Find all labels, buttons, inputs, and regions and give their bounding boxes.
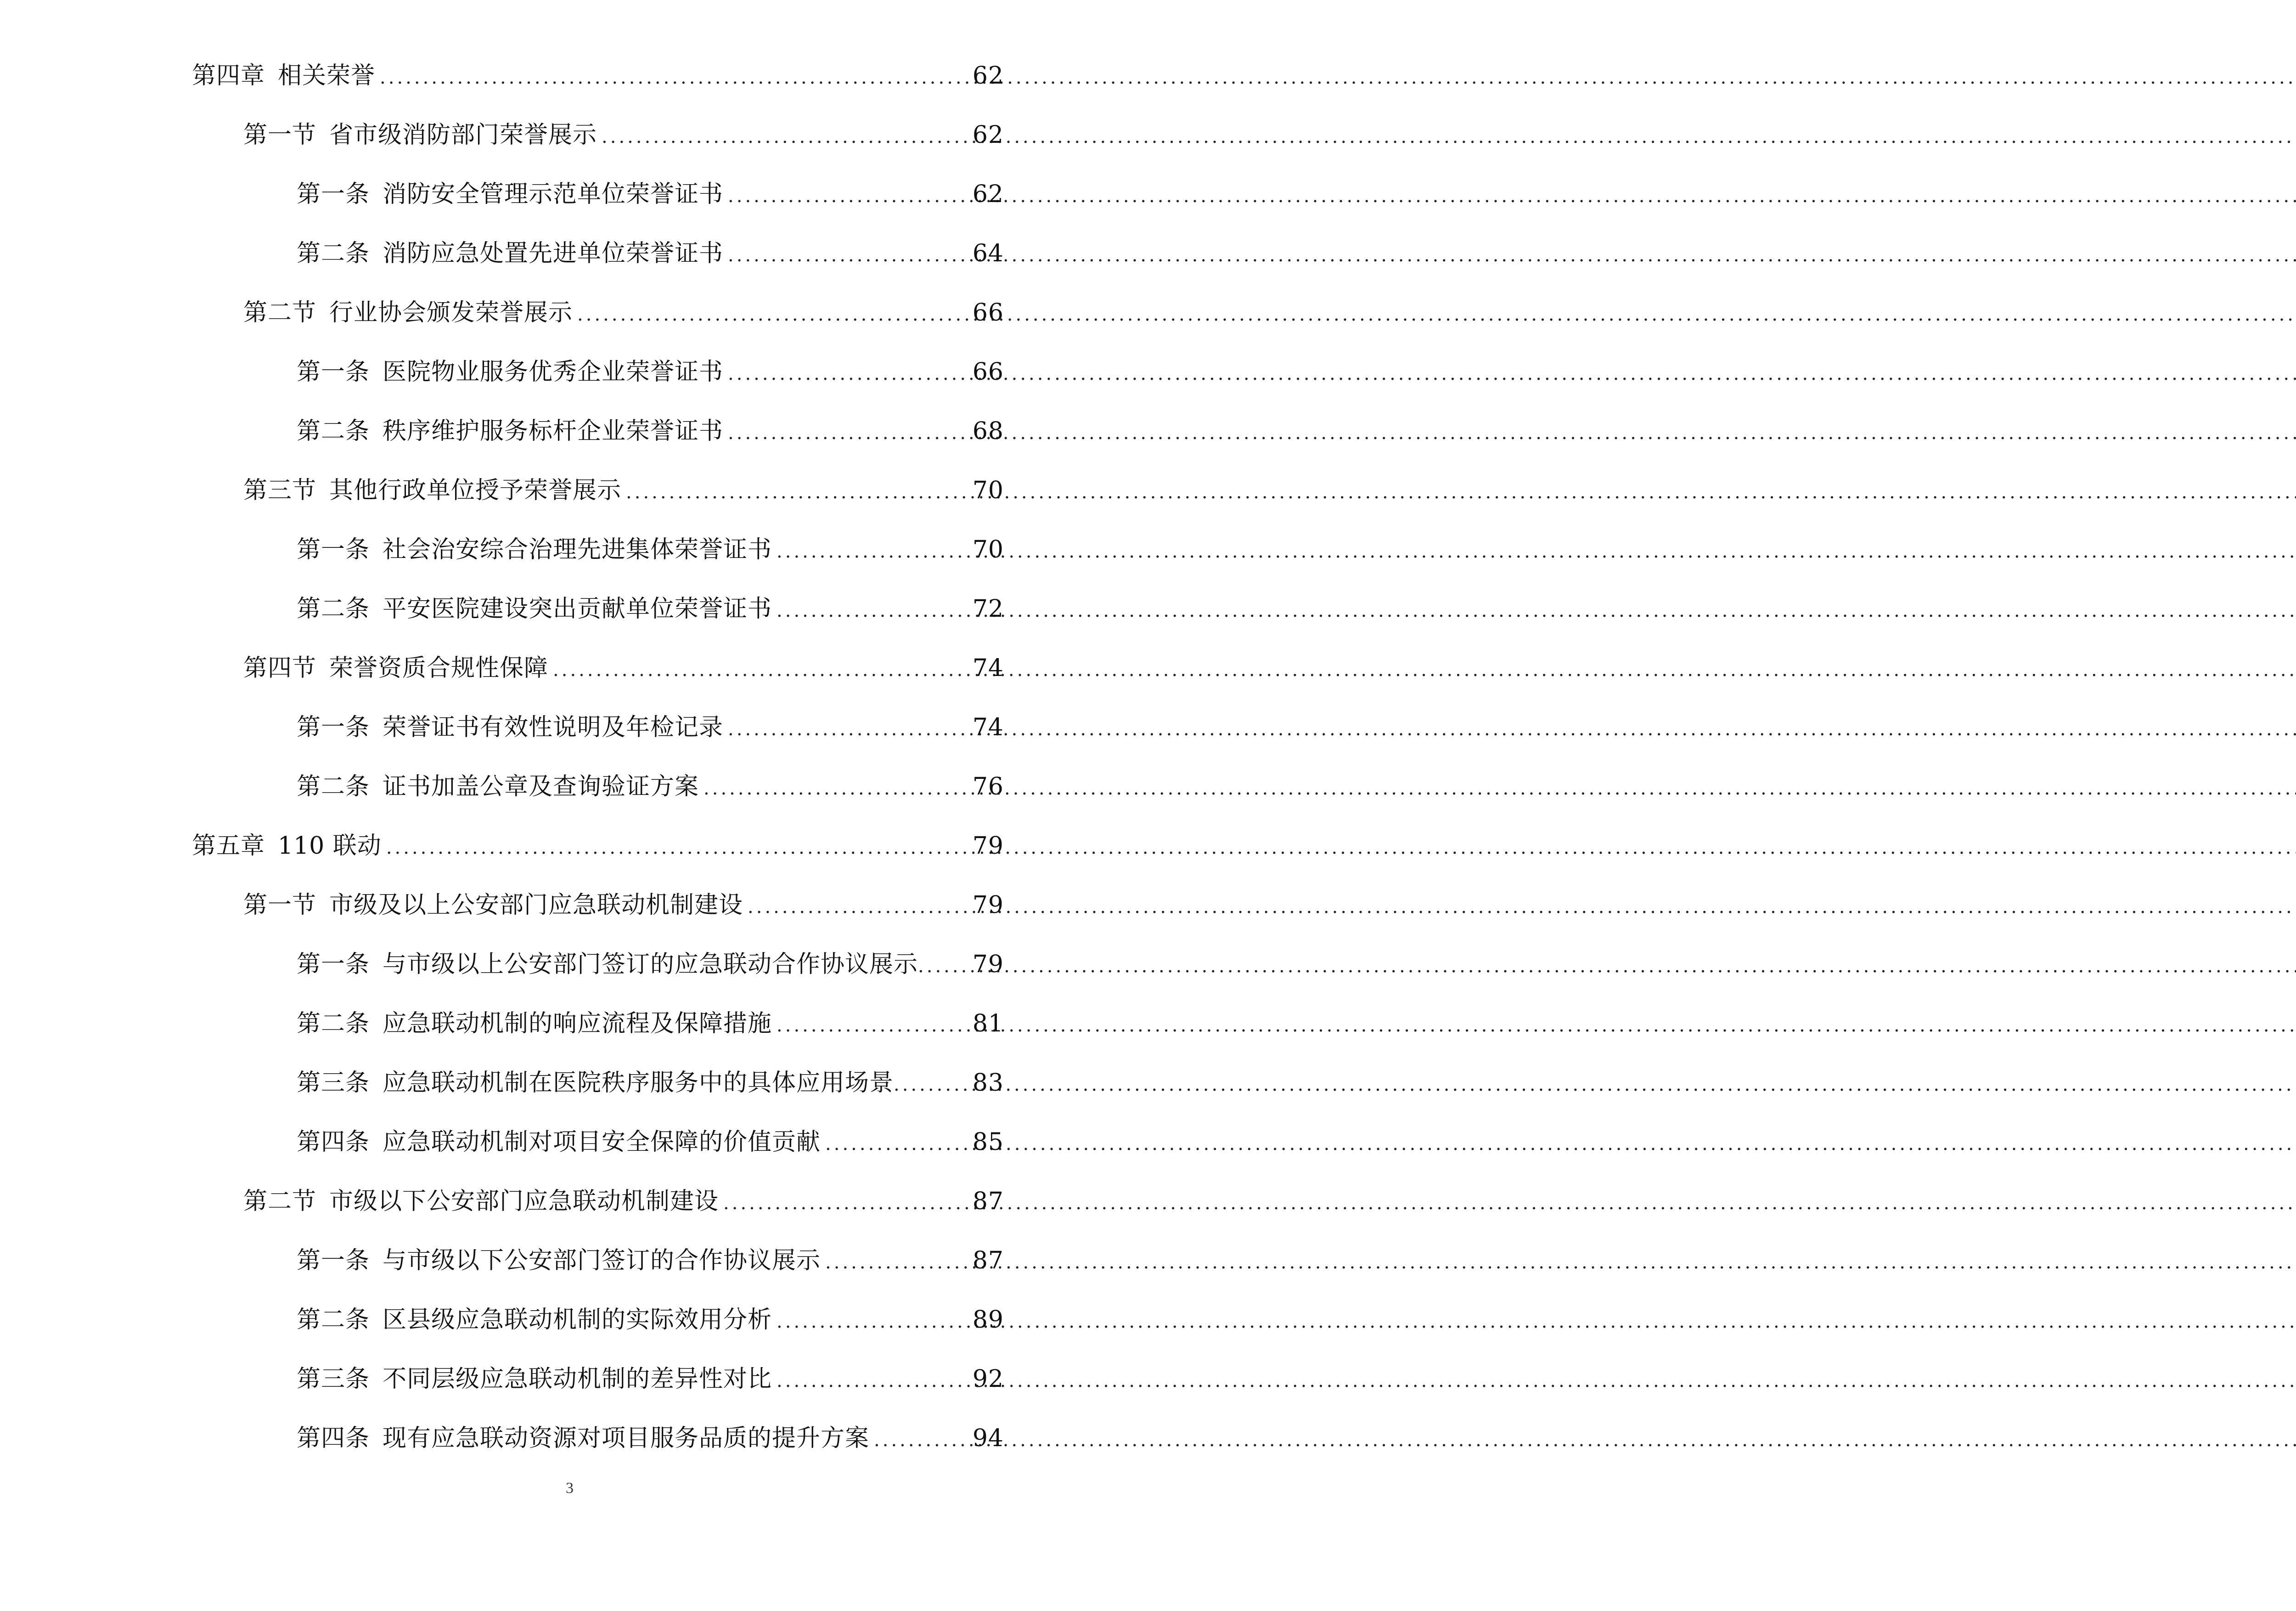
toc-entry-article[interactable]: [297, 1126, 1004, 1158]
dot-leader: [777, 1009, 968, 1042]
toc-entry-page: 83: [972, 1069, 1004, 1097]
toc-entry-section[interactable]: [243, 474, 1004, 507]
toc-entry-number: 第一条: [297, 180, 370, 208]
dot-leader: [553, 654, 968, 686]
toc-entry-page: 87: [972, 1247, 1004, 1274]
toc-entry-page: 79: [972, 951, 1004, 978]
toc-entry-page: 79: [972, 891, 1004, 919]
toc-entry-title: 省市级消防部门荣誉展示: [329, 121, 597, 149]
toc-entry-article[interactable]: [297, 711, 1004, 744]
toc-entry-number: 第二节: [243, 1188, 317, 1215]
toc-entry-article[interactable]: [297, 356, 1004, 388]
toc-entry-page: 62: [972, 180, 1004, 208]
toc-entry-chapter[interactable]: [192, 60, 1004, 92]
dot-leader: [874, 1424, 968, 1456]
toc-entry-number: 第二条: [297, 1306, 370, 1334]
toc-entry-number: 第四节: [243, 654, 317, 682]
toc-entry-number: 第一条: [297, 536, 370, 563]
dot-leader: [777, 1306, 968, 1338]
toc-entry-section[interactable]: [243, 889, 1004, 921]
toc-entry-title: 消防安全管理示范单位荣誉证书: [383, 180, 724, 208]
toc-entry-title: 现有应急联动资源对项目服务品质的提升方案: [383, 1425, 870, 1452]
toc-entry-title: 社会治安综合治理先进集体荣誉证书: [383, 536, 772, 563]
toc-entry-title: 市级及以上公安部门应急联动机制建设: [329, 891, 743, 919]
toc-entry-number: 第四章: [192, 62, 265, 90]
toc-entry-page: 85: [972, 1128, 1004, 1156]
toc-entry-page: 81: [972, 1010, 1004, 1037]
toc-entry-title: 相关荣誉: [278, 62, 376, 90]
toc-entry-page: 87: [972, 1188, 1004, 1215]
toc-entry-article[interactable]: [297, 948, 1004, 980]
toc-entry-number: 第一条: [297, 714, 370, 741]
dot-leader: [626, 476, 968, 508]
toc-entry-title: 110 联动: [278, 832, 382, 860]
toc-entry-title: 秩序维护服务标杆企业荣誉证书: [383, 417, 724, 445]
toc-entry-number: 第三条: [297, 1365, 370, 1393]
toc-entry-page: 68: [972, 417, 1004, 445]
toc-entry-section[interactable]: [243, 297, 1004, 329]
toc-entry-article[interactable]: [297, 178, 1004, 210]
toc-entry-section[interactable]: [243, 119, 1004, 151]
toc-entry-article[interactable]: [297, 1422, 1004, 1454]
dot-leader: [703, 772, 968, 805]
dot-leader: [777, 595, 968, 627]
toc-entry-title: 与市级以上公安部门签订的应急联动合作协议展示: [383, 951, 918, 978]
toc-entry-page: 94: [972, 1425, 1004, 1452]
dot-leader: [825, 1128, 968, 1160]
dot-leader: [728, 358, 968, 390]
table-of-contents: [0, 0, 1139, 1611]
toc-entry-page: 79: [972, 832, 1004, 860]
toc-entry-page: 70: [972, 477, 1004, 504]
toc-entry-title: 应急联动机制的响应流程及保障措施: [383, 1010, 772, 1037]
dot-leader: [918, 950, 973, 982]
dot-leader: [602, 121, 968, 153]
toc-entry-title: 平安医院建设突出贡献单位荣誉证书: [383, 595, 772, 623]
dot-leader: [728, 239, 968, 271]
toc-entry-number: 第二条: [297, 417, 370, 445]
toc-entry-title: 应急联动机制对项目安全保障的价值贡献: [383, 1128, 821, 1156]
dot-leader: [894, 1069, 973, 1101]
dot-leader: [748, 891, 968, 923]
toc-entry-number: 第四条: [297, 1425, 370, 1452]
toc-entry-article[interactable]: [297, 771, 1004, 803]
toc-entry-title: 市级以下公安部门应急联动机制建设: [329, 1188, 719, 1215]
dot-leader: [825, 1246, 968, 1279]
toc-entry-page: 72: [972, 595, 1004, 623]
toc-entry-page: 62: [972, 62, 1004, 90]
dot-leader: [728, 180, 968, 212]
toc-entry-title: 荣誉证书有效性说明及年检记录: [383, 714, 724, 741]
toc-entry-article[interactable]: [297, 1363, 1004, 1395]
dot-leader: [380, 62, 968, 94]
toc-entry-page: 76: [972, 773, 1004, 800]
toc-entry-number: 第五章: [192, 832, 265, 860]
toc-entry-number: 第二条: [297, 1010, 370, 1037]
toc-entry-article[interactable]: [297, 534, 1004, 566]
toc-entry-article[interactable]: [297, 1304, 1004, 1336]
toc-entry-article[interactable]: [297, 237, 1004, 270]
toc-entry-title: 与市级以下公安部门签订的合作协议展示: [383, 1247, 821, 1274]
toc-entry-page: 74: [972, 714, 1004, 741]
toc-entry-section[interactable]: [243, 652, 1004, 684]
dot-leader: [728, 713, 968, 745]
toc-entry-title: 荣誉资质合规性保障: [329, 654, 549, 682]
dot-leader: [728, 417, 968, 449]
toc-entry-article[interactable]: [297, 593, 1004, 625]
toc-entry-page: 74: [972, 654, 1004, 682]
toc-entry-number: 第二条: [297, 773, 370, 800]
toc-entry-article[interactable]: [297, 1008, 1004, 1040]
toc-entry-page: 64: [972, 240, 1004, 267]
toc-entry-article[interactable]: [297, 1245, 1004, 1277]
toc-entry-number: 第二节: [243, 299, 317, 327]
toc-entry-page: 92: [972, 1365, 1004, 1393]
dot-leader: [777, 1365, 968, 1397]
toc-entry-number: 第一节: [243, 121, 317, 149]
toc-entry-page: 66: [972, 299, 1004, 327]
toc-entry-section[interactable]: [243, 1185, 1004, 1217]
toc-entry-page: 66: [972, 358, 1004, 386]
toc-entry-chapter[interactable]: [192, 830, 1004, 862]
toc-entry-title: 应急联动机制在医院秩序服务中的具体应用场景: [383, 1069, 894, 1097]
toc-entry-title: 医院物业服务优秀企业荣誉证书: [383, 358, 724, 386]
toc-entry-title: 区县级应急联动机制的实际效用分析: [383, 1306, 772, 1334]
dot-leader: [577, 299, 968, 331]
page-number: 3: [566, 1480, 574, 1497]
toc-entry-number: 第一条: [297, 951, 370, 978]
toc-entry-article[interactable]: [297, 415, 1004, 447]
toc-entry-title: 消防应急处置先进单位荣誉证书: [383, 240, 724, 267]
toc-entry-article[interactable]: [297, 1067, 1004, 1099]
toc-entry-number: 第一条: [297, 1247, 370, 1274]
toc-entry-title: 不同层级应急联动机制的差异性对比: [383, 1365, 772, 1393]
toc-entry-page: 62: [972, 121, 1004, 149]
toc-entry-title: 其他行政单位授予荣誉展示: [329, 477, 622, 504]
dot-leader: [723, 1187, 968, 1219]
toc-entry-title: 证书加盖公章及查询验证方案: [383, 773, 699, 800]
toc-entry-number: 第一条: [297, 358, 370, 386]
toc-entry-number: 第四条: [297, 1128, 370, 1156]
toc-entry-page: 70: [972, 536, 1004, 563]
toc-entry-number: 第二条: [297, 240, 370, 267]
toc-entry-number: 第三条: [297, 1069, 370, 1097]
toc-entry-page: 89: [972, 1306, 1004, 1334]
dot-leader: [386, 832, 968, 864]
dot-leader: [777, 535, 968, 568]
toc-entry-number: 第二条: [297, 595, 370, 623]
toc-entry-number: 第三节: [243, 477, 317, 504]
toc-entry-title: 行业协会颁发荣誉展示: [329, 299, 573, 327]
toc-entry-number: 第一节: [243, 891, 317, 919]
